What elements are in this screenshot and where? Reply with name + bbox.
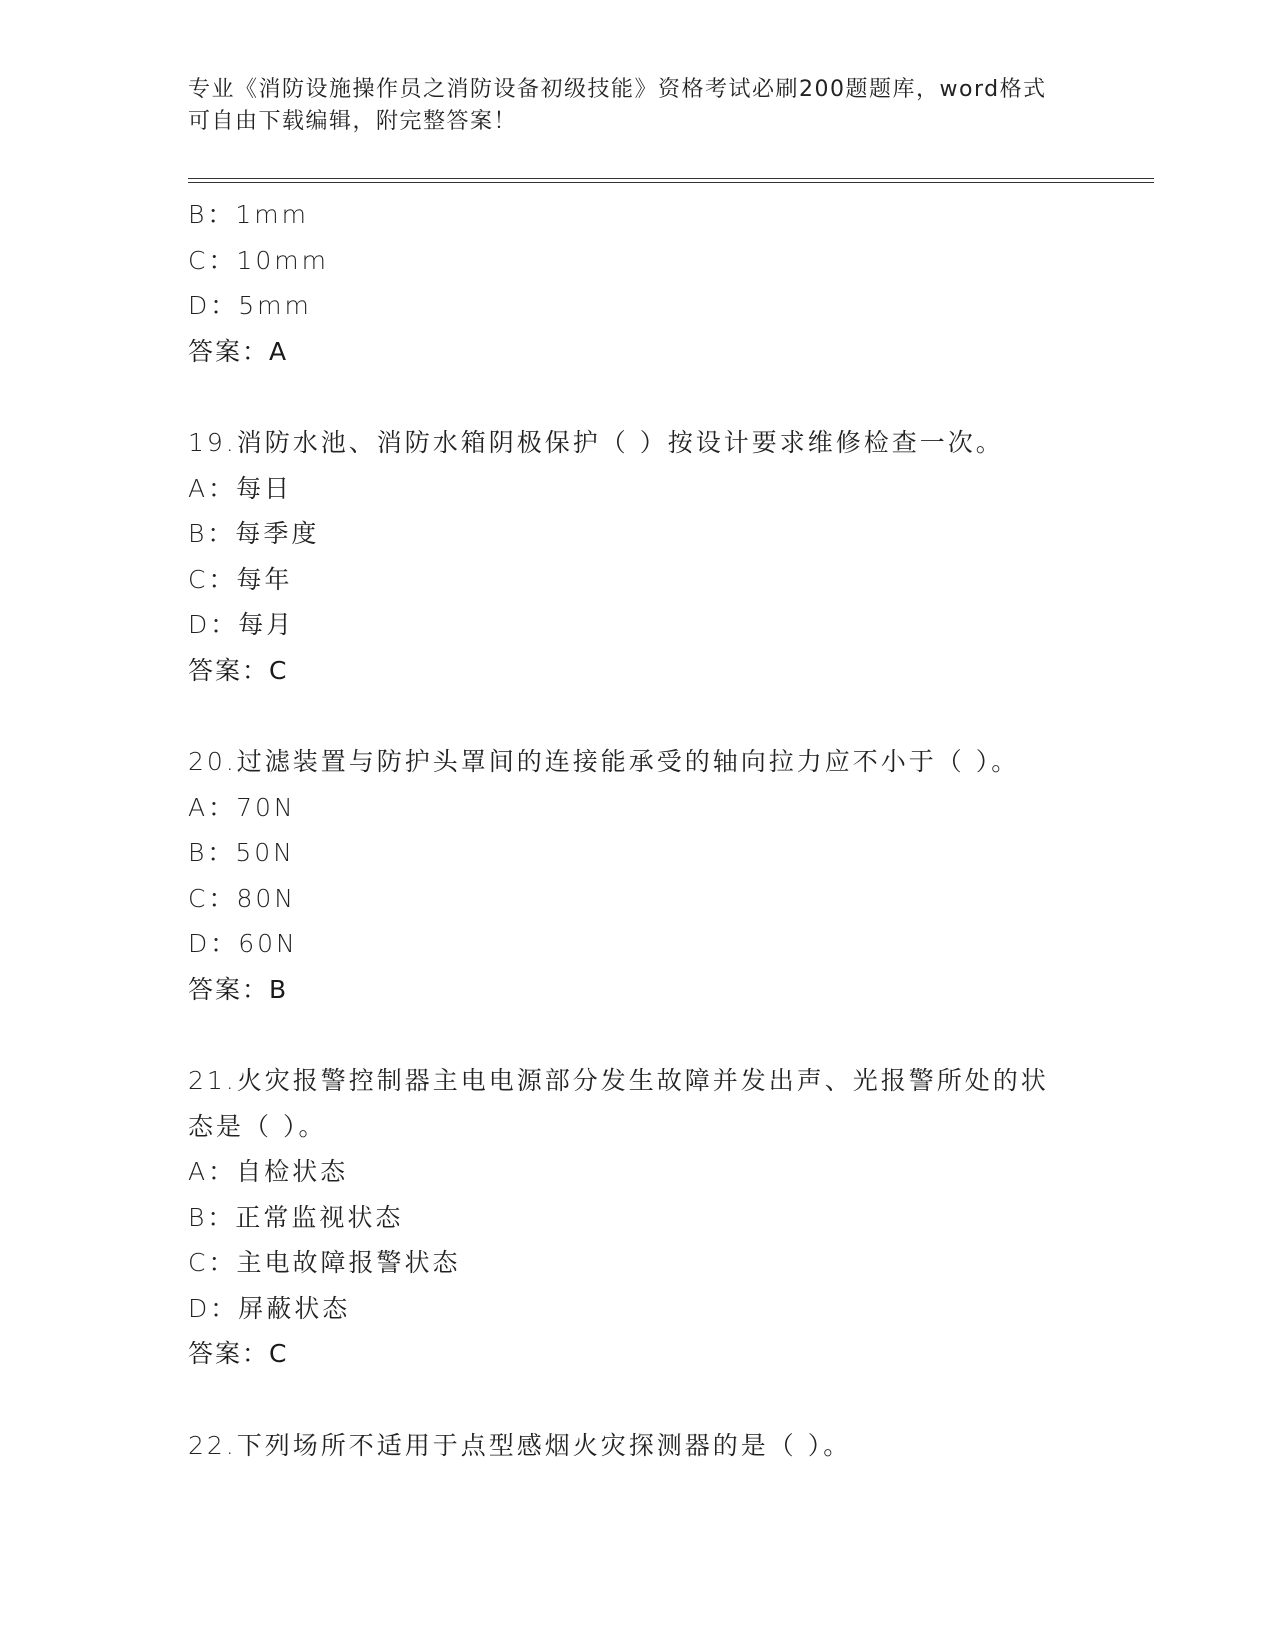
answer: 答案：B (188, 974, 289, 1004)
option-b: B：50N (188, 838, 295, 867)
option-c: C：10mm (188, 245, 329, 275)
document-header (188, 74, 1068, 138)
answer: 答案：C (188, 655, 289, 685)
answer: 答案：A (188, 336, 289, 366)
question-22 (188, 1423, 1088, 1469)
option-d: D：每月 (188, 610, 295, 639)
question-18-tail (188, 192, 1088, 374)
question-text: 20.过滤装置与防护头罩间的连接能承受的轴向拉力应不小于（ ）。 (188, 747, 1020, 776)
option-b: B：正常监视状态 (188, 1202, 404, 1232)
option-a: A：自检状态 (188, 1157, 349, 1186)
option-c: C：80N (188, 883, 296, 913)
header-rule-bottom (188, 182, 1154, 183)
option-b: B：每季度 (188, 519, 320, 548)
option-d: D：5mm (188, 291, 312, 320)
option-a: A：每日 (188, 473, 293, 503)
option-d: D：屏蔽状态 (188, 1293, 351, 1323)
header-text: 专业《消防设施操作员之消防设备初级技能》资格考试必刷200题题库，word格式可自由下载编辑，附完整答案！ (188, 77, 1047, 134)
header-rule-top (188, 178, 1154, 179)
question-21 (188, 1058, 1088, 1377)
question-19 (188, 420, 1088, 693)
option-c: C：每年 (188, 564, 293, 594)
question-text: 21.火灾报警控制器主电电源部分发生故障并发出声、光报警所处的状态是（ ）。 (188, 1066, 1049, 1141)
question-20 (188, 739, 1088, 1012)
option-c: C：主电故障报警状态 (188, 1248, 461, 1277)
question-list (188, 192, 1088, 1468)
answer: 答案：C (188, 1339, 289, 1368)
question-text: 19.消防水池、消防水箱阴极保护（ ）按设计要求维修检查一次。 (188, 428, 1004, 457)
question-text: 22.下列场所不适用于点型感烟火灾探测器的是（ ）。 (188, 1430, 852, 1460)
option-a: A：70N (188, 792, 296, 822)
option-b: B：1mm (188, 200, 309, 229)
option-d: D：60N (188, 929, 298, 958)
